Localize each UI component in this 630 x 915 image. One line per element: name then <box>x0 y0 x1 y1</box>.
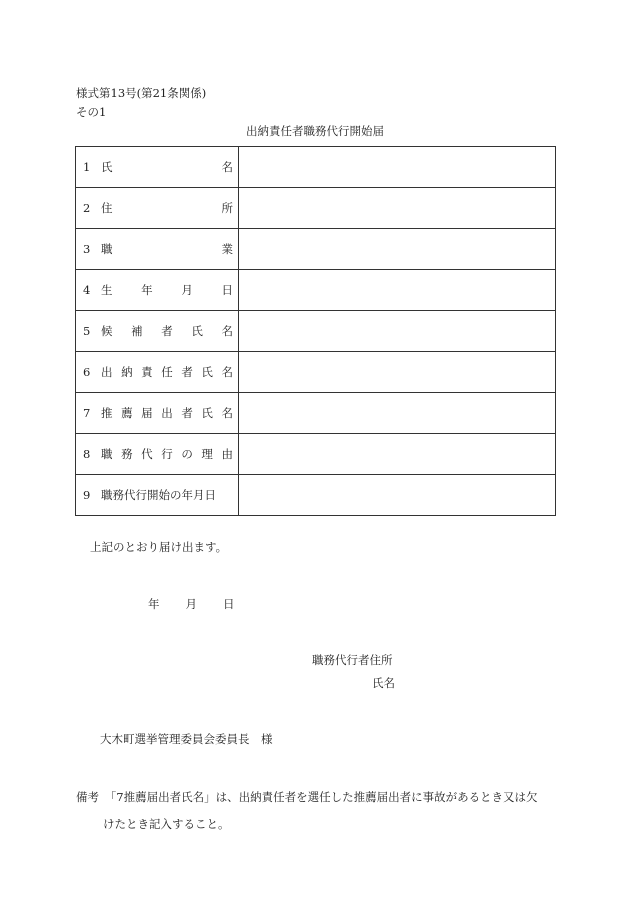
row-label-char: 薦 <box>121 406 133 420</box>
row-label-char: 候 <box>101 324 113 338</box>
row-label-char: 者 <box>161 324 173 338</box>
row-label-char: 月 <box>181 283 193 297</box>
row-label-char: 職務代行開始の年月日 <box>101 488 216 502</box>
row-label-char: 行 <box>161 447 173 461</box>
row-number: 6 <box>83 365 91 379</box>
row-label-char: 届 <box>141 406 153 420</box>
note-line-1: 備考 「7推薦届出者氏名」は、出納責任者を選任した推薦届出者に事故があるとき又は欠 <box>76 790 538 804</box>
form-row <box>76 147 556 188</box>
row-label-char: 氏 <box>201 365 213 379</box>
row-label-char: 名 <box>221 324 233 338</box>
form-table-body <box>76 147 556 516</box>
row-label-char: 名 <box>221 160 233 174</box>
statement-text: 上記のとおり届け出ます。 <box>90 540 228 554</box>
form-row-value-field[interactable] <box>239 352 556 393</box>
row-number: 3 <box>83 242 91 256</box>
form-row-value-field[interactable] <box>239 311 556 352</box>
row-label <box>101 405 233 421</box>
date-day-label: 日 <box>223 597 235 611</box>
row-number: 1 <box>83 160 91 174</box>
agent-address-label: 職務代行者住所 <box>312 653 393 667</box>
form-row-value-field[interactable] <box>239 270 556 311</box>
row-label-char: 補 <box>131 324 143 338</box>
row-label-char: 職 <box>101 242 113 256</box>
form-row-label-cell <box>76 475 239 516</box>
row-label <box>101 487 233 503</box>
row-label-char: 務 <box>121 447 133 461</box>
form-row-label-cell <box>76 188 239 229</box>
form-row-value-field[interactable] <box>239 147 556 188</box>
row-label <box>101 159 233 175</box>
form-row-label-cell <box>76 434 239 475</box>
row-label <box>101 241 233 257</box>
form-sub-number: その1 <box>76 105 107 119</box>
row-number: 2 <box>83 201 91 215</box>
date-month-label: 月 <box>185 597 197 611</box>
row-label <box>101 282 233 298</box>
row-label-char: 氏 <box>201 406 213 420</box>
row-label-char: 所 <box>221 201 233 215</box>
row-number: 4 <box>83 283 91 297</box>
row-label-char: 名 <box>221 406 233 420</box>
row-label-char: の <box>181 447 193 461</box>
row-label-char: 氏 <box>191 324 203 338</box>
form-row-value-field[interactable] <box>239 434 556 475</box>
row-label-char: 業 <box>221 242 233 256</box>
row-label-char: 出 <box>161 406 173 420</box>
row-label-char: 日 <box>221 283 233 297</box>
form-row <box>76 393 556 434</box>
row-label-char: 生 <box>101 283 113 297</box>
row-label-char: 代 <box>141 447 153 461</box>
row-label-char: 理 <box>201 447 213 461</box>
form-row-label-cell <box>76 352 239 393</box>
agent-name-label: 氏名 <box>372 676 395 690</box>
row-label-char: 責 <box>141 365 153 379</box>
row-label-char: 由 <box>221 447 233 461</box>
row-number: 7 <box>83 406 91 420</box>
form-row-label-cell <box>76 270 239 311</box>
form-row <box>76 188 556 229</box>
form-row-label-cell <box>76 311 239 352</box>
row-number: 5 <box>83 324 91 338</box>
row-label-char: 者 <box>181 406 193 420</box>
row-label-char: 任 <box>161 365 173 379</box>
addressee-text: 大木町選挙管理委員会委員長 様 <box>100 732 273 746</box>
row-label <box>101 200 233 216</box>
form-row-label-cell <box>76 393 239 434</box>
form-row <box>76 475 556 516</box>
row-label-char: 出 <box>101 365 113 379</box>
form-row <box>76 311 556 352</box>
form-row-label-cell <box>76 229 239 270</box>
form-row-value-field[interactable] <box>239 393 556 434</box>
row-label-char: 者 <box>181 365 193 379</box>
note-line-2: けたとき記入すること。 <box>103 817 230 831</box>
form-row <box>76 352 556 393</box>
form-row <box>76 434 556 475</box>
row-label-char: 年 <box>141 283 153 297</box>
row-label-char: 推 <box>101 406 113 420</box>
form-row-label-cell <box>76 147 239 188</box>
document-title: 出納責任者職務代行開始届 <box>246 124 384 138</box>
row-label-char: 職 <box>101 447 113 461</box>
form-row <box>76 270 556 311</box>
row-label <box>101 323 233 339</box>
row-label-char: 名 <box>221 365 233 379</box>
date-line <box>148 596 235 612</box>
row-label <box>101 446 233 462</box>
form-number: 様式第13号(第21条関係) <box>76 86 207 100</box>
row-label-char: 住 <box>101 201 113 215</box>
row-number: 9 <box>83 488 91 502</box>
form-row-value-field[interactable] <box>239 229 556 270</box>
form-row <box>76 229 556 270</box>
date-year-label: 年 <box>148 597 160 611</box>
form-row-value-field[interactable] <box>239 475 556 516</box>
row-label <box>101 364 233 380</box>
row-label-char: 氏 <box>101 160 113 174</box>
row-label-char: 納 <box>121 365 133 379</box>
form-table <box>75 146 556 516</box>
row-number: 8 <box>83 447 91 461</box>
form-row-value-field[interactable] <box>239 188 556 229</box>
